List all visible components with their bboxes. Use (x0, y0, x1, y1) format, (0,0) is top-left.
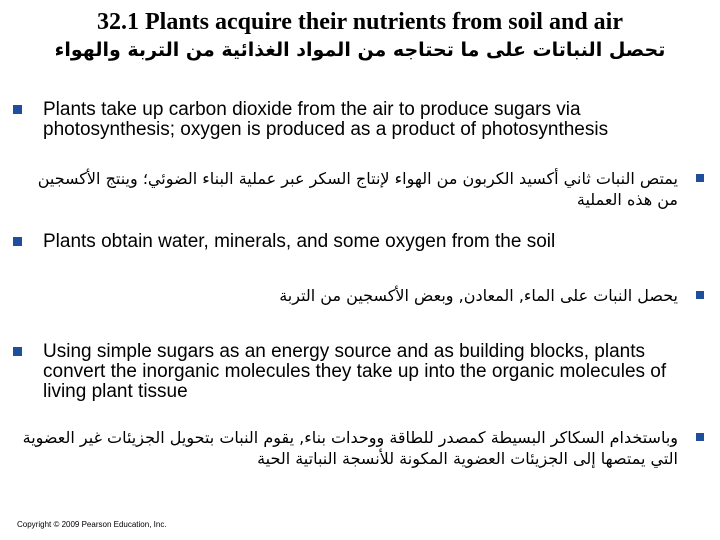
slide-title-arabic: تحصل النباتات على ما تحتاجه من المواد الغذائية من التربة والهواء (54, 39, 666, 61)
square-bullet-icon (13, 105, 22, 114)
square-bullet-icon (696, 433, 704, 441)
bullet-text: Plants take up carbon dioxide from the air to produce sugars via photosynthesis; oxygen is produced as a product of photosynthesis (43, 99, 609, 140)
square-bullet-icon (696, 291, 704, 299)
bullet-item-water-en (13, 232, 703, 252)
bullet-item-sugars-ar (14, 427, 704, 469)
square-bullet-icon (13, 347, 22, 356)
square-bullet-icon (13, 237, 22, 246)
bullet-item-co2-ar (14, 168, 704, 210)
bullet-text: يمتص النبات ثاني أكسيد الكربون من الهواء لإنتاج السكر عبر عملية البناء الضوئي؛ وينتج الأكسجين من هذه العملية (37, 169, 678, 209)
bullet-text: يحصل النبات على الماء, المعادن, وبعض الأكسجين من التربة (279, 286, 678, 305)
bullet-text: Plants obtain water, minerals, and some oxygen from the soil (43, 231, 556, 252)
bullet-item-co2-en (13, 100, 703, 140)
bullet-item-water-ar (14, 285, 704, 306)
copyright-footer: Copyright © 2009 Pearson Education, Inc. (17, 520, 167, 529)
bullet-text: وباستخدام السكاكر البسيطة كمصدر للطاقة ووحدات بناء, يقوم النبات بتحويل الجزيئات غير العضوية التي يمتصها إلى الجزيئات العضوية المكونة للأنسجة النباتية الحية (22, 428, 678, 468)
square-bullet-icon (696, 174, 704, 182)
bullet-item-sugars-en (13, 342, 703, 402)
bullet-text: Using simple sugars as an energy source and as building blocks, plants convert the inorganic molecules they take up into the organic molecules of living plant tissue (43, 341, 667, 402)
slide-title: 32.1 Plants acquire their nutrients from soil and air (96, 9, 623, 35)
